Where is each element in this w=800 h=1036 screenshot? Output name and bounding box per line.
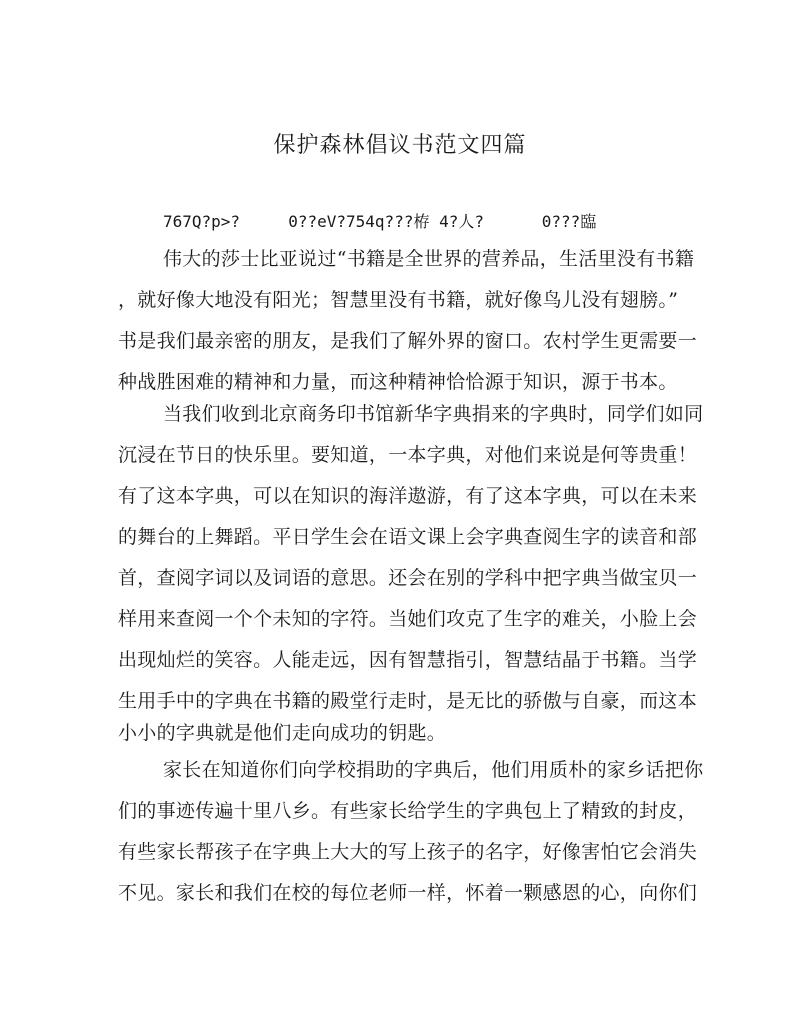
paragraph-line: 的舞台的上舞蹈。平日学生会在语文课上会字典查阅生字的读音和部 (118, 526, 698, 548)
paragraph-line: 伟大的莎士比亚说过“书籍是全世界的营养品，生活里没有书籍 (163, 248, 695, 270)
paragraph-line: 当我们收到北京商务印书馆新华字典捐来的字典时，同学们如同 (163, 403, 704, 425)
paragraph-line: 样用来查阅一个个未知的字符。当她们攻克了生字的难关，小脸上会 (118, 608, 698, 630)
paragraph-line: 首，查阅字词以及词语的意思。还会在别的学科中把字典当做宝贝一 (118, 567, 698, 589)
paragraph-line: 不见。家长和我们在校的每位老师一样，怀着一颗感恩的心，向你们 (118, 882, 698, 904)
paragraph-line: 们的事迹传遍十里八乡。有些家长给学生的字典包上了精致的封皮， (118, 800, 698, 822)
paragraph-line: 有些家长帮孩子在字典上大大的写上孩子的名字，好像害怕它会消失 (118, 841, 698, 863)
paragraph-line: ，就好像大地没有阳光；智慧里没有书籍，就好像鸟儿没有翅膀。” (118, 289, 679, 311)
paragraph-line: 种战胜困难的精神和力量，而这种精神恰恰源于知识，源于书本。 (118, 371, 678, 393)
paragraph-line: 家长在知道你们向学校捐助的字典后，他们用质朴的家乡话把你 (163, 759, 704, 781)
paragraph-line: 书是我们最亲密的朋友，是我们了解外界的窗口。农村学生更需要一 (118, 330, 698, 352)
paragraph-line: 有了这本字典，可以在知识的海洋遨游，有了这本字典，可以在未来 (118, 485, 698, 507)
document-title: 保护森林倡议书范文四篇 (273, 133, 527, 158)
paragraph-line: 沉浸在节日的快乐里。要知道，一本字典，对他们来说是何等贵重！ (118, 444, 698, 466)
paragraph-line: 生用手中的字典在书籍的殿堂行走时，是无比的骄傲与自豪，而这本 (118, 690, 698, 712)
garbled-text-line: 767Q?p>? 0??eV?754q???栫 4?人? 0???臨 (163, 212, 597, 231)
paragraph-line: 出现灿烂的笑容。人能走远，因有智慧指引，智慧结晶于书籍。当学 (118, 649, 698, 671)
paragraph-line: 小小的字典就是他们走向成功的钥匙。 (118, 722, 447, 744)
